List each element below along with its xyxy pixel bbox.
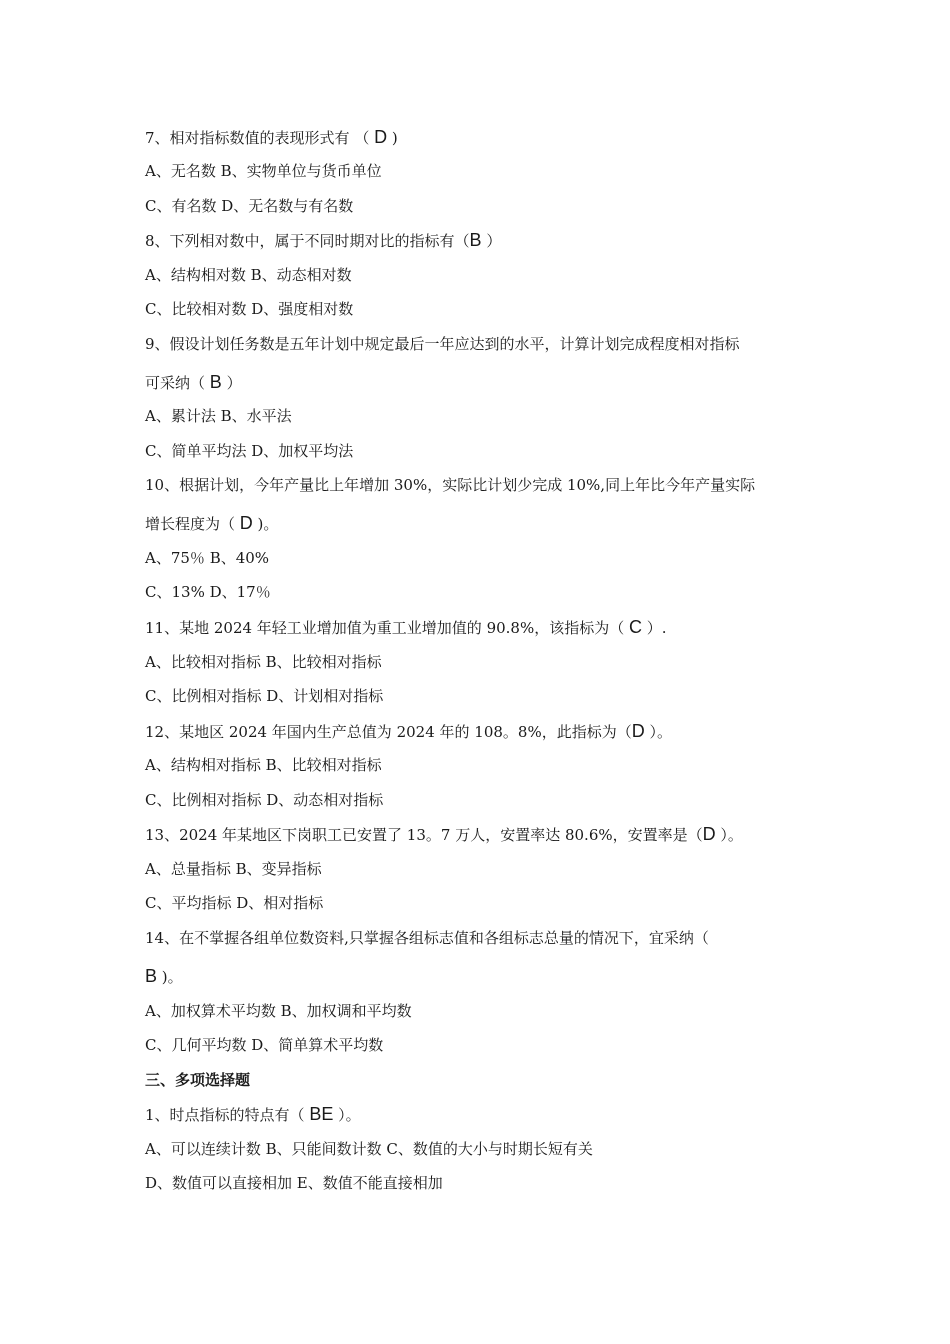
text-line: A、无名数 B、实物单位与货币单位 [145, 162, 382, 180]
text-line: 9、假设计划任务数是五年计划中规定最后一年应达到的水平，计算计划完成程度相对指标 [145, 335, 740, 353]
answer-letter: BE [309, 1104, 334, 1124]
question-line [145, 127, 398, 148]
text-line: A、可以连续计数 B、只能间数计数 C、数值的大小与时期长短有关 [145, 1140, 593, 1158]
text-line: A、加权算术平均数 B、加权调和平均数 [145, 1002, 412, 1020]
question-suffix: ）. [642, 619, 667, 637]
question-line [145, 824, 743, 845]
question-suffix: )。 [252, 515, 279, 533]
question-text: 12、某地区 2024 年国内生产总值为 2024 年的 108。8%，此指标为（ [145, 723, 632, 741]
answer-letter: C [629, 617, 642, 637]
text-line: C、比例相对指标 D、计划相对指标 [145, 687, 384, 705]
text-line: C、平均指标 D、相对指标 [145, 894, 324, 912]
text-line: A、75％ B、40% [145, 549, 270, 567]
question-text: 1、时点指标的特点有（ [145, 1106, 310, 1124]
text-line: A、结构相对指标 B、比较相对指标 [145, 756, 382, 774]
answer-letter: D [239, 513, 253, 533]
question-text: 7、相对指标数值的表现形式有 （ [145, 129, 375, 147]
text-line: A、累计法 B、水平法 [145, 407, 292, 425]
question-line [145, 721, 672, 742]
question-line [145, 372, 242, 393]
question-suffix: )。 [157, 968, 183, 986]
answer-letter: D [702, 824, 716, 844]
answer-letter: D [631, 721, 645, 741]
text-line: D、数值可以直接相加 E、数值不能直接相加 [145, 1174, 443, 1192]
question-suffix: ）。 [715, 826, 743, 844]
text-line: C、有名数 D、无名数与有名数 [145, 197, 354, 215]
question-line [145, 513, 278, 534]
question-line [145, 230, 501, 251]
text-line: C、13% D、17％ [145, 583, 271, 601]
question-text: 增长程度为（ [145, 515, 240, 533]
question-text: 11、某地 2024 年轻工业增加值为重工业增加值的 90.8%，该指标为（ [145, 619, 629, 637]
text-line: A、结构相对数 B、动态相对数 [145, 266, 352, 284]
answer-letter: B [145, 966, 158, 986]
question-text: 8、下列相对数中，属于不同时期对比的指标有（ [145, 232, 470, 250]
text-line: C、几何平均数 D、简单算术平均数 [145, 1036, 384, 1054]
question-suffix: ) [387, 129, 398, 147]
question-suffix: ）。 [333, 1106, 361, 1124]
section-heading: 三、多项选择题 [145, 1071, 251, 1089]
answer-letter: B [209, 372, 222, 392]
text-line: C、比较相对数 D、强度相对数 [145, 300, 354, 318]
text-line: 10、根据计划，今年产量比上年增加 30%，实际比计划少完成 10%,同上年比今年产量实际 [145, 476, 756, 494]
answer-letter: D [374, 127, 388, 147]
answer-letter: B [469, 230, 482, 250]
question-suffix: ） [481, 232, 502, 250]
question-line [145, 1104, 361, 1125]
question-line [145, 966, 183, 987]
text-line: 14、在不掌握各组单位数资料,只掌握各组标志值和各组标志总量的情况下，宜采纳（ [145, 929, 709, 947]
text-line: A、总量指标 B、变异指标 [145, 860, 322, 878]
question-text: 13、2024 年某地区下岗职工已安置了 13。7 万人，安置率达 80.6%，安置率是（ [145, 826, 703, 844]
text-line: A、比较相对指标 B、比较相对指标 [145, 653, 382, 671]
text-line: C、简单平均法 D、加权平均法 [145, 442, 354, 460]
text-line: C、比例相对指标 D、动态相对指标 [145, 791, 384, 809]
question-text: 可采纳（ [145, 374, 210, 392]
question-suffix: ）。 [644, 723, 672, 741]
question-suffix: ） [221, 374, 242, 392]
question-line [145, 617, 667, 638]
